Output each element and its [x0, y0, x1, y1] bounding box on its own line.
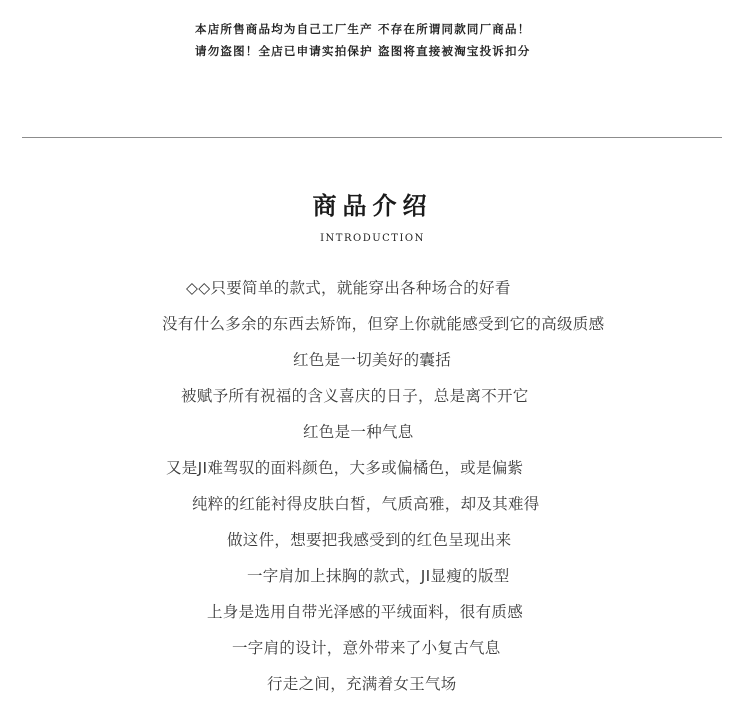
description-line: 做这件，想要把我感受到的红色呈现出来 [227, 531, 512, 549]
section-divider [22, 137, 722, 138]
notice-line-1: 本店所售商品均为自己工厂生产 不存在所谓同款同厂商品！ [195, 22, 531, 36]
description-line: 红色是一切美好的囊括 [293, 351, 452, 369]
description-line: 纯粹的红能衬得皮肤白皙，气质高雅，却及其难得 [192, 495, 540, 513]
description-line: 一字肩加上抹胸的款式，JI显瘦的版型 [247, 567, 510, 585]
description-line: 行走之间，充满着女王气场 [267, 675, 457, 693]
description-line: 一字肩的设计，意外带来了小复古气息 [232, 639, 501, 657]
store-notice [195, 18, 615, 62]
description-line: 红色是一种气息 [303, 423, 414, 441]
description-line: ◇◇只要简单的款式，就能穿出各种场合的好看 [186, 279, 511, 297]
description-line: 没有什么多余的东西去矫饰，但穿上你就能感受到它的高级质感 [162, 315, 605, 333]
section-title: 商品介绍 [312, 192, 433, 220]
description-line: 又是JI难驾驭的面料颜色，大多或偏橘色，或是偏紫 [166, 459, 524, 477]
section-subtitle: INTRODUCTION [320, 233, 425, 244]
notice-line-2: 请勿盗图！全店已申请实拍保护 盗图将直接被淘宝投诉扣分 [195, 44, 531, 58]
description-line: 被赋予所有祝福的含义喜庆的日子，总是离不开它 [181, 387, 529, 405]
description-line: 上身是选用自带光泽感的平绒面料，很有质感 [207, 603, 524, 621]
